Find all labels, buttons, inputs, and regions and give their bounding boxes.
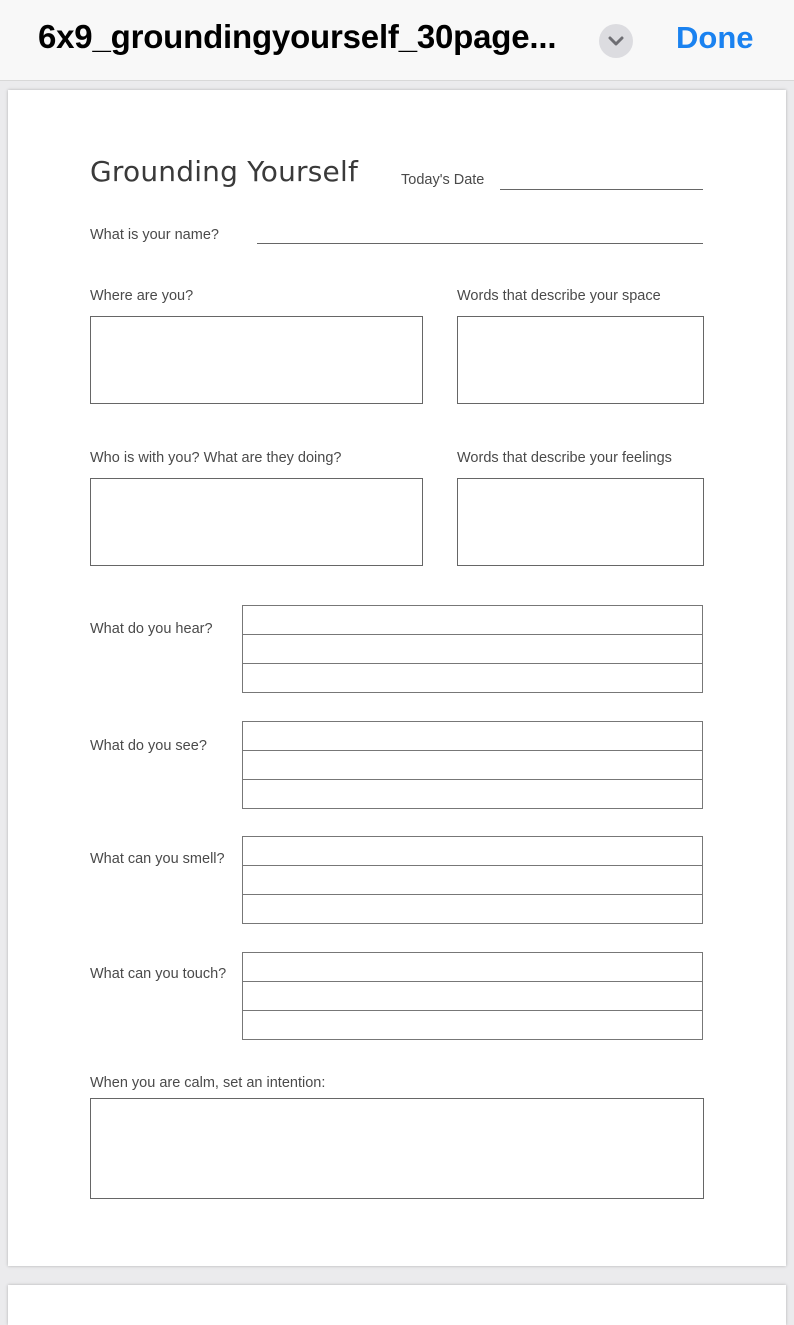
see-label: What do you see? [90,738,207,754]
where-label: Where are you? [90,288,194,304]
feelings-words-label: Words that describe your feelings [457,450,672,466]
worksheet-title: Grounding Yourself [90,155,359,188]
done-button[interactable]: Done [676,20,754,55]
who-label: Who is with you? What are they doing? [90,450,342,466]
where-box[interactable] [90,316,423,404]
intention-label: When you are calm, set an intention: [90,1075,326,1091]
hear-lines[interactable] [242,605,703,693]
intention-box[interactable] [90,1098,704,1199]
document-page [8,90,786,1266]
next-document-page [8,1285,786,1325]
document-title: 6x9_groundingyourself_30page... [38,18,557,55]
touch-label: What can you touch? [90,966,227,982]
space-words-label: Words that describe your space [457,288,661,304]
hear-label: What do you hear? [90,621,213,637]
name-line[interactable] [257,243,703,244]
chevron-down-icon [608,35,624,47]
see-lines[interactable] [242,721,703,809]
space-words-box[interactable] [457,316,704,404]
who-box[interactable] [90,478,423,566]
feelings-words-box[interactable] [457,478,704,566]
date-label: Today's Date [401,172,485,188]
name-label: What is your name? [90,227,219,243]
smell-label: What can you smell? [90,851,225,867]
touch-lines[interactable] [242,952,703,1040]
date-line[interactable] [500,189,703,190]
top-toolbar [0,0,794,81]
smell-lines[interactable] [242,836,703,924]
document-options-button[interactable] [599,24,633,58]
